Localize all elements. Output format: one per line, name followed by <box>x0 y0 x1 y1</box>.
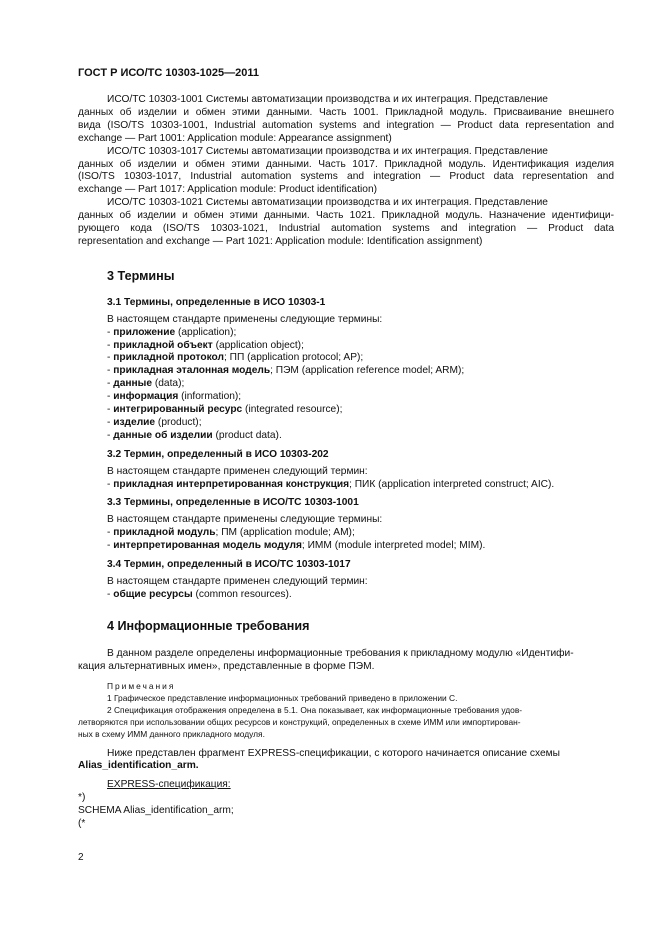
terms-list-3-3 <box>78 527 614 553</box>
section-3-1-title: 3.1 Термины, определенные в ИСО 10303-1 <box>107 296 326 308</box>
list-item: - изделие (product); <box>107 416 202 428</box>
express-intro: Ниже представлен фрагмент EXPRESS-спецификации, с которого начинается описание схемы <box>107 747 560 759</box>
list-item: - прикладной протокол; ПП (application protocol; AP); <box>107 352 364 364</box>
list-item: - данные (data); <box>107 378 185 390</box>
reference-code: ИСО/ТС 10303-1001 <box>107 94 204 105</box>
list-item: - прикладная интерпретированная конструкция; ПИК (application interpreted construct; AIC). <box>107 478 555 490</box>
code-line: (* <box>78 818 86 830</box>
reference-1: ИСО/ТС 10303-1001 Системы автоматизации производства и их интеграция. Представление данных об изделии и обмен этими данными. Часть 1001. Прикладной модуль. Присваивание внешнего вида (ISO/TS 10303-1001, Industrial automation systems and integration — Product data representation and exchange — Part 1001: Application module: Appearance assignment) <box>78 94 614 144</box>
express-label: EXPRESS-спецификация: <box>107 779 231 791</box>
page-number: 2 <box>78 852 84 863</box>
reference-code: ИСО/ТС 10303-1017 <box>107 145 204 157</box>
code-line: *) <box>78 792 86 804</box>
list-item: - прикладной модуль; ПМ (application module; AM); <box>107 527 355 539</box>
reference-code: ИСО/ТС 10303-1021 <box>107 197 204 209</box>
terms-list-3-2 <box>78 479 614 492</box>
reference-2: ИСО/ТС 10303-1017 Системы автоматизации производства и их интеграция. Представление данных об изделии и обмен этими данными. Часть 1017. Прикладной модуль. Идентификация изделия (ISO/TS 10303-1017, Industrial automation systems and integration — Product data representation and exchange — Part 1017: Application module: Product identification) <box>78 145 614 196</box>
schema-name: Alias_identification_arm. <box>78 760 199 772</box>
document-header: ГОСТ Р ИСО/ТС 10303-1025—2011 <box>78 67 259 79</box>
page-content: ИСО/ТС 10303-1001 Системы автоматизации производства и их интеграция. Представление данных об изделии и обмен этими данными. Часть 1001. Прикладной модуль. Присваивание внешнего вида (ISO/TS 10303-1001, Industrial automation systems and integration — Product data representation and exchange — Part 1001: Application module: Appearance assignment) ИСО/ТС 10303-1017 Системы автоматизации производства и их интеграция. Представление данных об изделии и обмен этими данными. Часть 1017. Прикладной модуль. Идентификация изделия (ISO/TS 10303-1017, Industrial automation systems and integration — Product data representation and exchange — Part 1017: Application module: Product identification) ИСО/ТС 10303-1021 Системы автоматизации производства и их интеграция. Представление данных об изделии и обмен этими данными. Часть 1021. Прикладной модуль. Назначение идентифици- рующего кода (ISO/TS 10303-1021, Industrial automation systems and integration — Product data representation and exchange — Part 1021: Application module: Identification assignment) 3 Термины 3.1 Термины, определенные в ИСО 10303-1 В настоящем стандарте применены следующие термины: - приложение (application); - прикладной объект (application object); - прикладной протокол; ПП (application protocol; AP); - прикладная эталонная модель; ПЭМ (application reference model; ARM); - данные (data); - информация (information); - интегрированный ресурс (integrated resource); - изделие (product); - данные об изделии (product data). 3.2 Термин, определенный в ИСО 10303-202 В настоящем стандарте применен следующий термин: - прикладная интерпретированная конструкция; ПИК (application interpreted construct; AIC). 3.3 Термины, определенные в ИСО/ТС 10303-1001 В настоящем стандарте применены следующие термины: - прикладной модуль; ПМ (application module; AM); - интерпретированная модель модуля; ИММ (module interpreted model; MIM). 3.4 Термин, определенный в ИСО/ТС 10303-1017 В настоящем стандарте применен следующий термин: - общие ресурсы (common resources). 4 Информационные требования В данном разделе определены информационные требования к прикладному модулю «Идентифи- кация альтернативных имен», представленные в форме ПЭМ. Примечания 1 Графическое представление информационных требований приведено в приложении С. 2 Спецификация отображения определена в 5.1. Она показывает, как информационные требования удов- летворяются при использовании общих ресурсов и конструкций, определенных в схеме ИММ или импортирован- ных в схему ИММ данного прикладного модуля. Ниже представлен фрагмент EXPRESS-спецификации, с которого начинается описание схемы Alias_identification_arm. EXPRESS-спецификация: *) SCHEMA Alias_identification_arm; (* <box>78 94 614 830</box>
section-4-title: 4 Информационные требования <box>107 618 310 633</box>
list-item: - интерпретированная модель модуля; ИММ (module interpreted model; MIM). <box>107 540 486 552</box>
terms-list-3-4 <box>78 589 614 602</box>
section-3-3-title: 3.3 Термины, определенные в ИСО/ТС 10303-1001 <box>107 497 359 509</box>
list-item: - интегрированный ресурс (integrated resource); <box>107 404 343 416</box>
list-item: - прикладная эталонная модель; ПЭМ (application reference model; ARM); <box>107 365 465 377</box>
section-3-2-title: 3.2 Термин, определенный в ИСО 10303-202 <box>107 448 329 460</box>
note-1: 1 Графическое представление информационных требований приведено в приложении С. <box>107 692 458 703</box>
section-3-4-title: 3.4 Термин, определенный в ИСО/ТС 10303-1017 <box>107 559 351 571</box>
reference-3: ИСО/ТС 10303-1021 Системы автоматизации производства и их интеграция. Представление данных об изделии и обмен этими данными. Часть 1021. Прикладной модуль. Назначение идентифици- рующего кода (ISO/TS 10303-1021, Industrial automation systems and integration — Product data representation and exchange — Part 1021: Application module: Identification assignment) <box>78 197 614 247</box>
list-item: - общие ресурсы (common resources). <box>107 588 292 600</box>
section-3-1-intro: В настоящем стандарте применены следующие термины: <box>107 313 383 325</box>
section-3-title: 3 Термины <box>107 268 175 283</box>
list-item: - информация (information); <box>107 391 242 403</box>
note-2: 2 Спецификация отображения определена в 5.1. Она показывает, как информационные требования удов- <box>107 704 523 715</box>
list-item: - данные об изделии (product data). <box>107 429 282 441</box>
section-4-paragraph: В данном разделе определены информационные требования к прикладному модулю «Идентифи- <box>107 647 574 659</box>
terms-list-3-1 <box>78 327 614 443</box>
notes-title: Примечания <box>107 680 176 691</box>
list-item: - приложение (application); <box>107 326 237 338</box>
code-line: SCHEMA Alias_identification_arm; <box>78 805 234 817</box>
section-3-4-intro: В настоящем стандарте применен следующий термин: <box>107 576 368 587</box>
list-item: - прикладной объект (application object); <box>107 339 304 351</box>
section-3-3-intro: В настоящем стандарте применены следующие термины: <box>107 514 383 526</box>
section-3-2-intro: В настоящем стандарте применен следующий термин: <box>107 465 368 477</box>
